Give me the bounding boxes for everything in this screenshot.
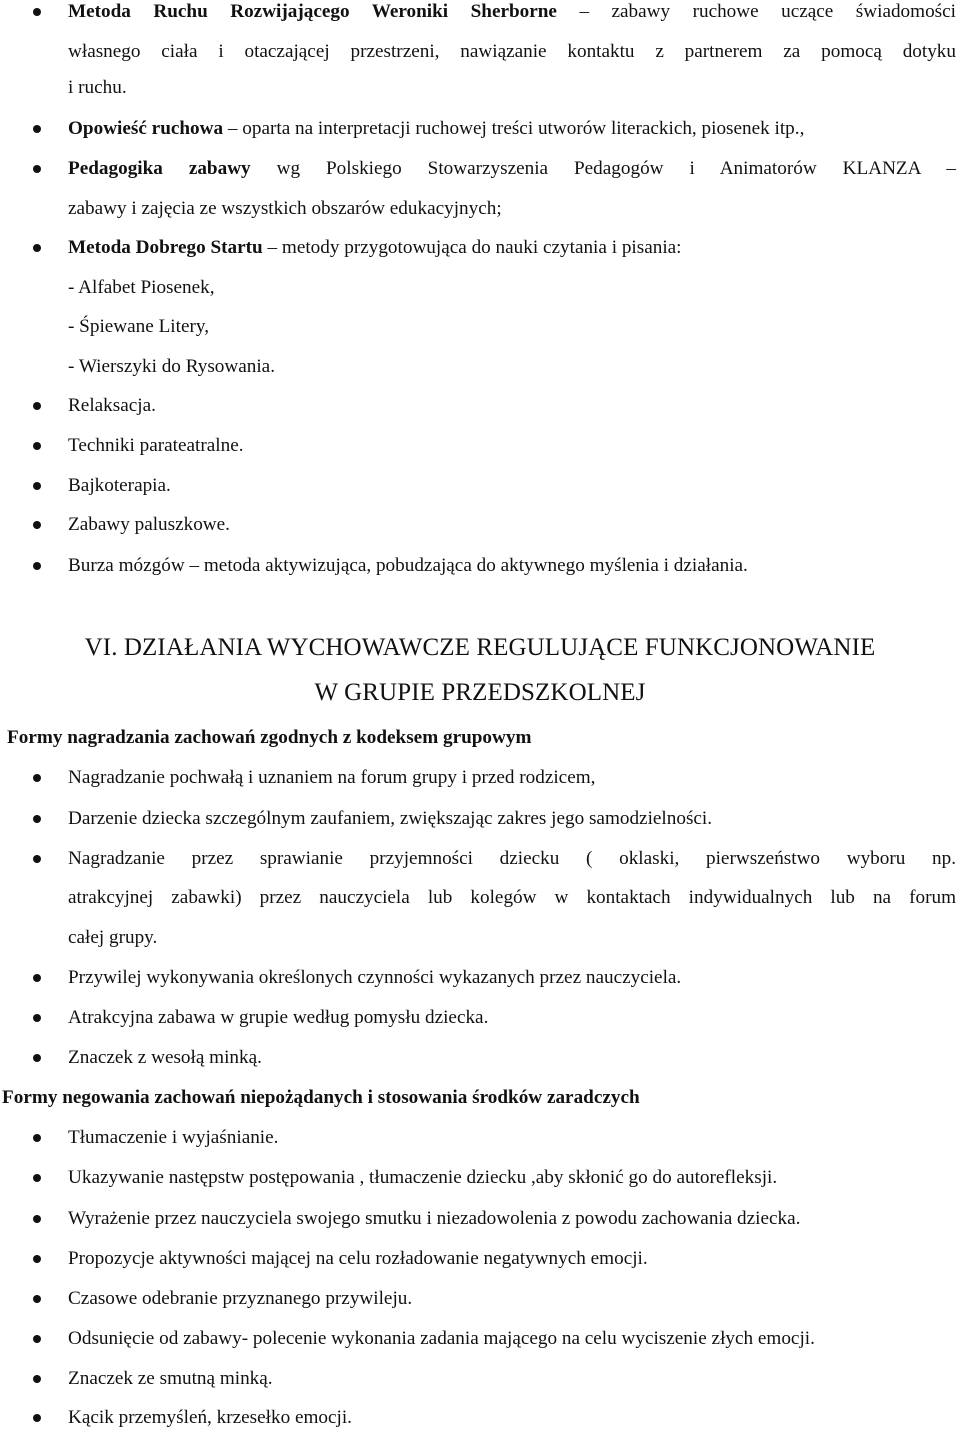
list-item: Przywilej wykonywania określonych czynności wykazanych przez nauczyciela. — [68, 967, 682, 988]
list-item — [68, 237, 956, 259]
list-item: Zabawy paluszkowe. — [68, 514, 230, 535]
bullet-marker — [33, 1134, 41, 1142]
list-item: Atrakcyjna zabawa w grupie według pomysłu dziecka. — [68, 1007, 489, 1028]
bullet-marker — [33, 1174, 41, 1182]
list-item: Burza mózgów – metoda aktywizująca, pobudzająca do aktywnego myślenia i działania. — [68, 555, 748, 576]
list-item: Kącik przemyśleń, krzesełko emocji. — [68, 1407, 352, 1428]
negation-subheading: Formy negowania zachowań niepożądanych i stosowania środków zaradczych — [2, 1087, 640, 1108]
list-item-continuation: całej grupy. — [68, 927, 158, 948]
list-item: Czasowe odebranie przyznanego przywileju. — [68, 1288, 413, 1309]
section-heading: VI. DZIAŁANIA WYCHOWAWCZE REGULUJĄCE FUNKCJONOWANIE — [84, 634, 876, 661]
list-item: Nagradzanie pochwałą i uznaniem na forum grupy i przed rodzicem, — [68, 767, 596, 788]
bullet-marker — [33, 244, 41, 252]
list-item — [68, 1, 956, 23]
item-text: – metody przygotowująca do nauki czytania i pisania: — [262, 237, 682, 258]
bullet-marker — [33, 1295, 41, 1303]
list-item: Wyrażenie przez nauczyciela swojego smutku i niezadowolenia z powodu zachowania dziecka. — [68, 1208, 801, 1229]
bullet-marker — [33, 562, 41, 570]
list-item: Tłumaczenie i wyjaśnianie. — [68, 1127, 279, 1148]
list-item: Znaczek ze smutną minką. — [68, 1368, 273, 1389]
list-item-continuation: zabawy i zajęcia ze wszystkich obszarów edukacyjnych; — [68, 198, 502, 219]
item-text: – oparta na interpretacji ruchowej treści utworów literackich, piosenek itp., — [223, 118, 805, 139]
bullet-marker — [33, 482, 41, 490]
bullet-marker — [33, 125, 41, 133]
bullet-marker — [33, 442, 41, 450]
bullet-marker — [33, 774, 41, 782]
section-heading-line2: W GRUPIE PRZEDSZKOLNEJ — [314, 679, 646, 706]
bullet-marker — [33, 521, 41, 529]
list-item: Ukazywanie następstw postępowania , tłumaczenie dziecku ,aby skłonić go do autorefleksji. — [68, 1167, 778, 1188]
list-item-continuation: - Śpiewane Litery, — [68, 316, 210, 337]
bullet-marker — [33, 1014, 41, 1022]
bullet-marker — [33, 1215, 41, 1223]
list-item: Darzenie dziecka szczególnym zaufaniem, zwiększając zakres jego samodzielności. — [68, 808, 713, 829]
bullet-marker — [33, 165, 41, 173]
list-item: Nagradzanie przez sprawianie przyjemności dziecku ( oklaski, pierwszeństwo wyboru np. — [68, 848, 956, 869]
list-item: Propozycje aktywności mającej na celu rozładowanie negatywnych emocji. — [68, 1248, 648, 1269]
list-item-continuation: atrakcyjnej zabawki) przez nauczyciela lub kolegów w kontaktach indywidualnych lub na forum — [68, 887, 956, 908]
rewards-subheading: Formy nagradzania zachowań zgodnych z kodeksem grupowym — [7, 727, 532, 748]
item-title: Opowieść ruchowa — [68, 118, 224, 139]
bullet-marker — [33, 1414, 41, 1422]
bullet-marker — [33, 1335, 41, 1343]
bullet-marker — [33, 1054, 41, 1062]
list-item-continuation: i ruchu. — [68, 77, 127, 98]
bullet-marker — [33, 815, 41, 823]
list-item — [68, 158, 956, 180]
list-item — [68, 118, 956, 140]
item-title: Metoda Dobrego Startu — [68, 237, 263, 258]
bullet-marker — [33, 855, 41, 863]
list-item-continuation: - Wierszyki do Rysowania. — [68, 356, 275, 377]
item-text: wg Polskiego Stowarzyszenia Pedagogów i Animatorów KLANZA – — [250, 158, 956, 179]
bullet-marker — [33, 8, 41, 16]
list-item-continuation: własnego ciała i otaczającej przestrzeni, nawiązanie kontaktu z partnerem za pomocą dotyku — [68, 41, 956, 62]
bullet-marker — [33, 974, 41, 982]
list-item: Techniki parateatralne. — [68, 435, 244, 456]
item-title: Pedagogika zabawy — [68, 158, 251, 179]
list-item-continuation: - Alfabet Piosenek, — [68, 277, 215, 298]
bullet-marker — [33, 402, 41, 410]
bullet-marker — [33, 1255, 41, 1263]
bullet-marker — [33, 1375, 41, 1383]
list-item: Znaczek z wesołą minką. — [68, 1047, 262, 1068]
item-title: Metoda Ruchu Rozwijającego Weroniki Sherborne — [68, 1, 557, 22]
list-item: Odsunięcie od zabawy- polecenie wykonania zadania mającego na celu wyciszenie złych emocji. — [68, 1328, 815, 1349]
list-item: Relaksacja. — [68, 395, 156, 416]
item-text: – zabawy ruchowe uczące świadomości — [556, 1, 956, 22]
list-item: Bajkoterapia. — [68, 475, 171, 496]
